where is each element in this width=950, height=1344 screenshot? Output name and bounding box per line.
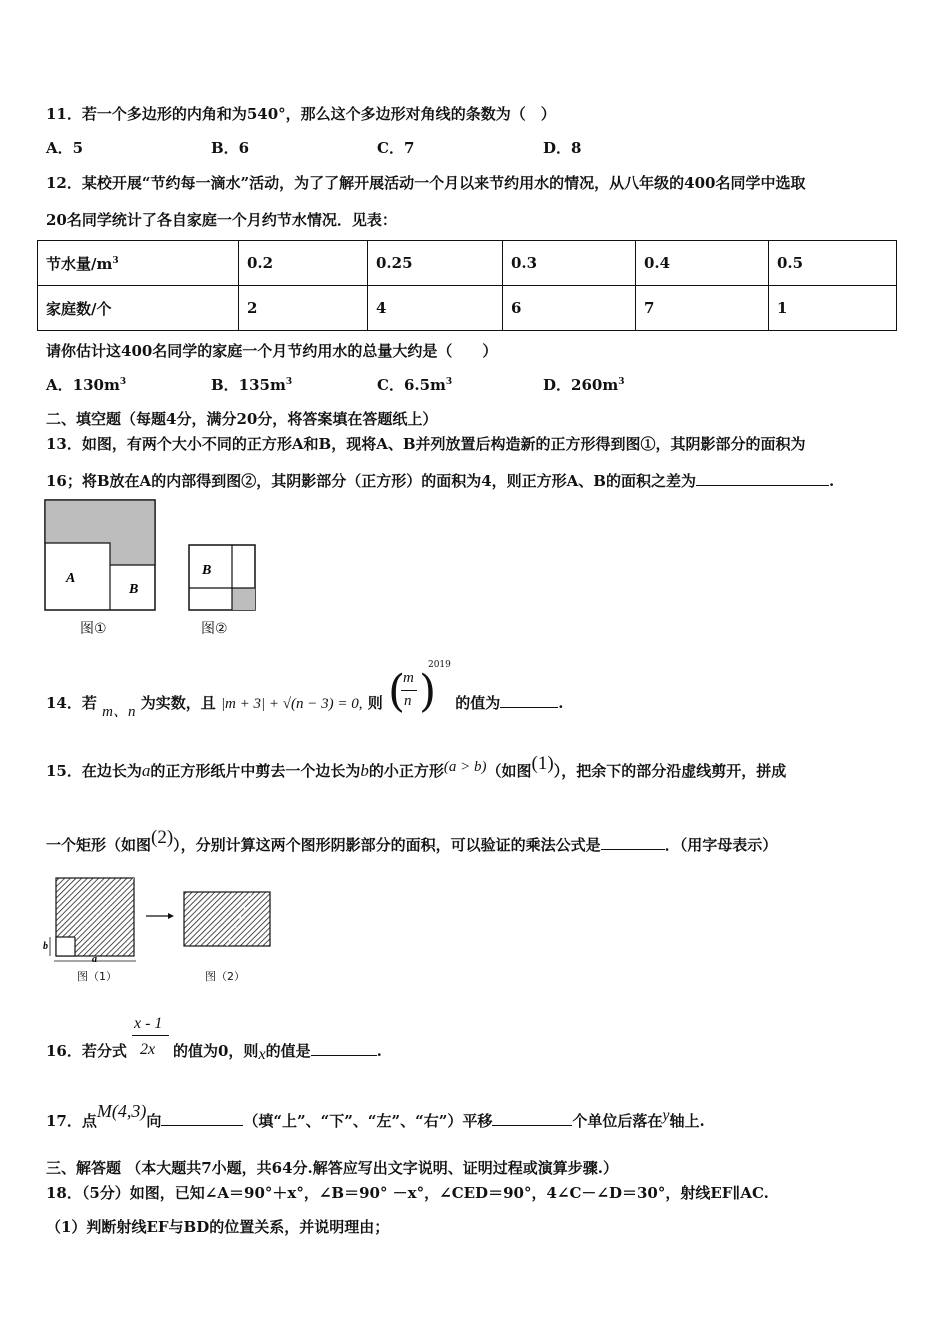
q13-figure-2-caption: 图②: [201, 621, 228, 637]
label-a: a: [92, 954, 97, 964]
table-cell: 0.5: [769, 241, 897, 286]
q15-caption-2: 图（2）: [205, 970, 245, 983]
q15-caption-1: 图（1）: [77, 970, 117, 983]
q12-option-a: A．$130m^3$: [46, 376, 127, 394]
q12-question: 请你估计这400名同学的家庭一个月节约用水的总量大约是（ ）: [46, 342, 498, 360]
q13-line1: 13．如图，有两个大小不同的正方形A和B，现将A、B并列放置后构造新的正方形得到图①，其阴影部分的面积为: [46, 435, 806, 453]
q13-figure-1-caption: 图①: [80, 621, 107, 637]
q16-prefix: 16．若分式: [46, 1042, 127, 1060]
q13-figure-2: [188, 544, 257, 612]
q13-line2: 16；将B放在A的内部得到图②，其阴影部分（正方形）的面积为4，则正方形A、B的面积之差为 .: [46, 472, 835, 490]
section2-heading: 二、填空题（每题4分，满分20分，将答案填在答题纸上）: [46, 410, 438, 428]
q15-line2: 一个矩形（如图(2)），分别计算这两个图形阴影部分的面积，可以验证的乘法公式是 ．（用字母表示）: [46, 827, 778, 854]
table-cell: 0.4: [636, 241, 769, 286]
label-b: B: [129, 582, 139, 597]
table-cell: 0.25: [368, 241, 503, 286]
cut-square: [56, 937, 75, 956]
table-cell: 6: [503, 286, 636, 331]
q18-sub1: （1）判断射线EF与BD的位置关系，并说明理由；: [46, 1218, 390, 1236]
q12-option-b: B．$135m^3$: [211, 376, 293, 394]
q11-option-b: B．6: [211, 139, 250, 157]
label-b: B: [202, 563, 212, 578]
table-cell: 1: [769, 286, 897, 331]
water-saving-table: [37, 240, 897, 331]
q13-figure-1: [44, 499, 157, 612]
q12-line2: 20名同学统计了各自家庭一个月约节水情况．见表：: [46, 211, 397, 229]
table-cell: 7: [636, 286, 769, 331]
table-cell: 2: [239, 286, 368, 331]
q16-tail: 的值为0，则x的值是 .: [173, 1042, 382, 1063]
table-header-cell: 节水量$/m^3$: [38, 241, 239, 286]
q12-line1: 12．某校开展“节约每一滴水”活动，为了了解开展活动一个月以来节约用水的情况，从八年级的400名同学中选取: [46, 174, 806, 192]
fraction-power: ( m n ) 2019: [387, 660, 451, 717]
q14-line: 14．若 m、n 为实数，且 |m + 3| + √(n − 3) = 0, 则 ( m n ) 2019 的值为 .: [46, 660, 564, 720]
shaded-rectangle: [184, 892, 270, 946]
table-cell: 0.2: [239, 241, 368, 286]
q16-numerator: x - 1: [134, 1015, 163, 1032]
q12-option-c: C．$6.5m^3$: [377, 376, 453, 394]
q18-line1: 18．（5分）如图，已知∠A＝90°＋x°，∠B＝90° －x°，∠CED＝90°，4∠C－∠D＝30°，射线EF∥AC.: [46, 1184, 769, 1202]
table-row: [38, 286, 897, 331]
section3-heading: 三、解答题 （本大题共7小题，共64分.解答应写出文字说明、证明过程或演算步骤.）: [46, 1159, 618, 1177]
label-a: A: [66, 571, 76, 586]
shaded-square: [232, 588, 255, 610]
table-row: [38, 241, 897, 286]
table-cell: 0.3: [503, 241, 636, 286]
table-cell: 4: [368, 286, 503, 331]
q11-option-a: A．5: [46, 139, 84, 157]
q11-text: 11．若一个多边形的内角和为540°，那么这个多边形对角线的条数为（ ）: [46, 105, 556, 123]
q11-option-d: D．8: [543, 139, 582, 157]
q17-line: 17．点M(4,3)向 （填“上”、“下”、“左”、“右”）平移 个单位后落在y轴上.: [46, 1101, 705, 1130]
table-header-cell: 家庭数/个: [38, 286, 239, 331]
q15-figures: [40, 874, 280, 964]
q12-option-d: D．$260m^3$: [543, 376, 625, 394]
q15-line1: 15．在边长为a的正方形纸片中剪去一个边长为b的小正方形(a > b)（如图(1)），把余下的部分沿虚线剪开，拼成: [46, 753, 787, 780]
label-b: b: [43, 941, 48, 952]
q11-option-c: C．7: [377, 139, 415, 157]
q16-denominator: 2x: [140, 1041, 156, 1058]
